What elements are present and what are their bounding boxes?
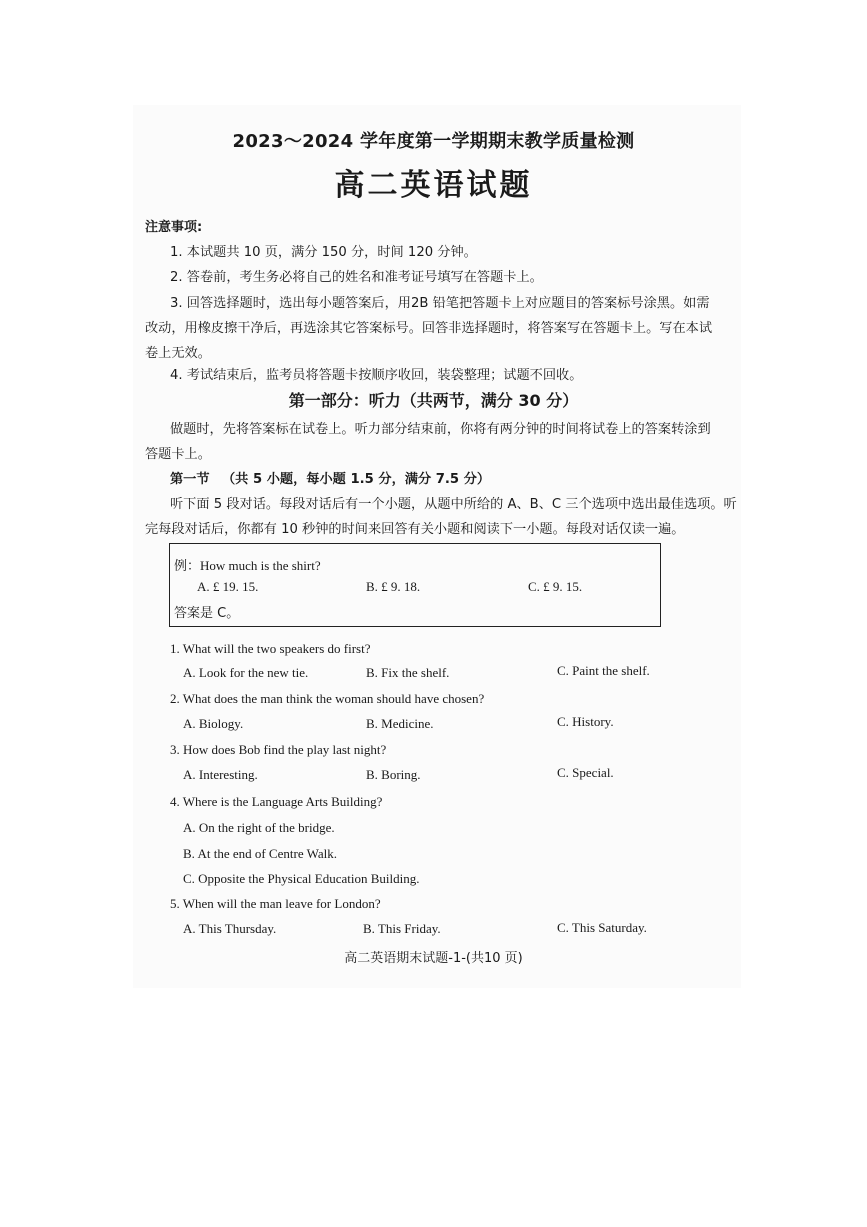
q3-option-b: B. Boring. — [366, 767, 421, 782]
question-2: 2. What does the man think the woman should have chosen? — [170, 691, 485, 706]
example-option-a: A. £ 19. 15. — [197, 579, 259, 594]
q2-option-b: B. Medicine. — [366, 716, 434, 731]
part1-intro: 做题时，先将答案标在试卷上。听力部分结束前，你将有两分钟的时间将试卷上的答案转涂到 — [170, 422, 711, 437]
q1-option-c: C. Paint the shelf. — [557, 663, 650, 678]
q3-option-a: A. Interesting. — [183, 767, 258, 782]
section1-directions: 完每段对话后，你都有 10 秒钟的时间来回答有关小题和阅读下一小题。每段对话仅读一遍。 — [145, 522, 685, 537]
q5-option-b: B. This Friday. — [363, 921, 441, 936]
part1-intro: 答题卡上。 — [145, 447, 211, 462]
note-item: 1. 本试题共 10 页，满分 150 分，时间 120 分钟。 — [170, 245, 477, 260]
example-answer: 答案是 C。 — [174, 606, 240, 621]
note-item: 2. 答卷前，考生务必将自己的姓名和准考证号填写在答题卡上。 — [170, 270, 543, 285]
q4-option-c: C. Opposite the Physical Education Building. — [183, 871, 420, 886]
section1-directions: 听下面 5 段对话。每段对话后有一个小题，从题中所给的 A、B、C 三个选项中选出最佳选项。听 — [170, 497, 737, 512]
notes-heading: 注意事项: — [145, 220, 203, 235]
page-footer: 高二英语期末试题-1-(共10 页) — [344, 951, 523, 966]
example-option-c: C. £ 9. 15. — [528, 579, 583, 594]
note-item: 3. 回答选择题时，选出每小题答案后，用2B 铅笔把答题卡上对应题目的答案标号涂黑。如需 — [170, 296, 710, 311]
note-item: 卷上无效。 — [145, 346, 211, 361]
question-5: 5. When will the man leave for London? — [170, 896, 381, 911]
question-4: 4. Where is the Language Arts Building? — [170, 794, 383, 809]
q1-option-b: B. Fix the shelf. — [366, 665, 450, 680]
q4-option-a: A. On the right of the bridge. — [183, 820, 335, 835]
question-1: 1. What will the two speakers do first? — [170, 641, 371, 656]
q2-option-c: C. History. — [557, 714, 614, 729]
q5-option-a: A. This Thursday. — [183, 921, 277, 936]
subject-title: 高二英语试题 — [334, 168, 533, 203]
exam-title: 2023～2024 学年度第一学期期末教学质量检测 — [232, 131, 635, 152]
example-question: 例：How much is the shirt? — [174, 558, 321, 573]
section1-label: 第一节 — [170, 472, 210, 487]
question-3: 3. How does Bob find the play last night? — [170, 742, 387, 757]
example-option-b: B. £ 9. 18. — [366, 579, 421, 594]
note-item: 4. 考试结束后，监考员将答题卡按顺序收回，装袋整理；试题不回收。 — [170, 368, 583, 383]
note-item: 改动，用橡皮擦干净后，再选涂其它答案标号。回答非选择题时，将答案写在答题卡上。写在本试 — [145, 321, 713, 336]
q2-option-a: A. Biology. — [183, 716, 244, 731]
q4-option-b: B. At the end of Centre Walk. — [183, 846, 337, 861]
part1-heading: 第一部分：听力（共两节，满分 30 分） — [288, 391, 579, 410]
section1-info: （共 5 小题，每小题 1.5 分，满分 7.5 分） — [222, 472, 491, 487]
q3-option-c: C. Special. — [557, 765, 614, 780]
q5-option-c: C. This Saturday. — [557, 920, 647, 935]
q1-option-a: A. Look for the new tie. — [183, 665, 309, 680]
